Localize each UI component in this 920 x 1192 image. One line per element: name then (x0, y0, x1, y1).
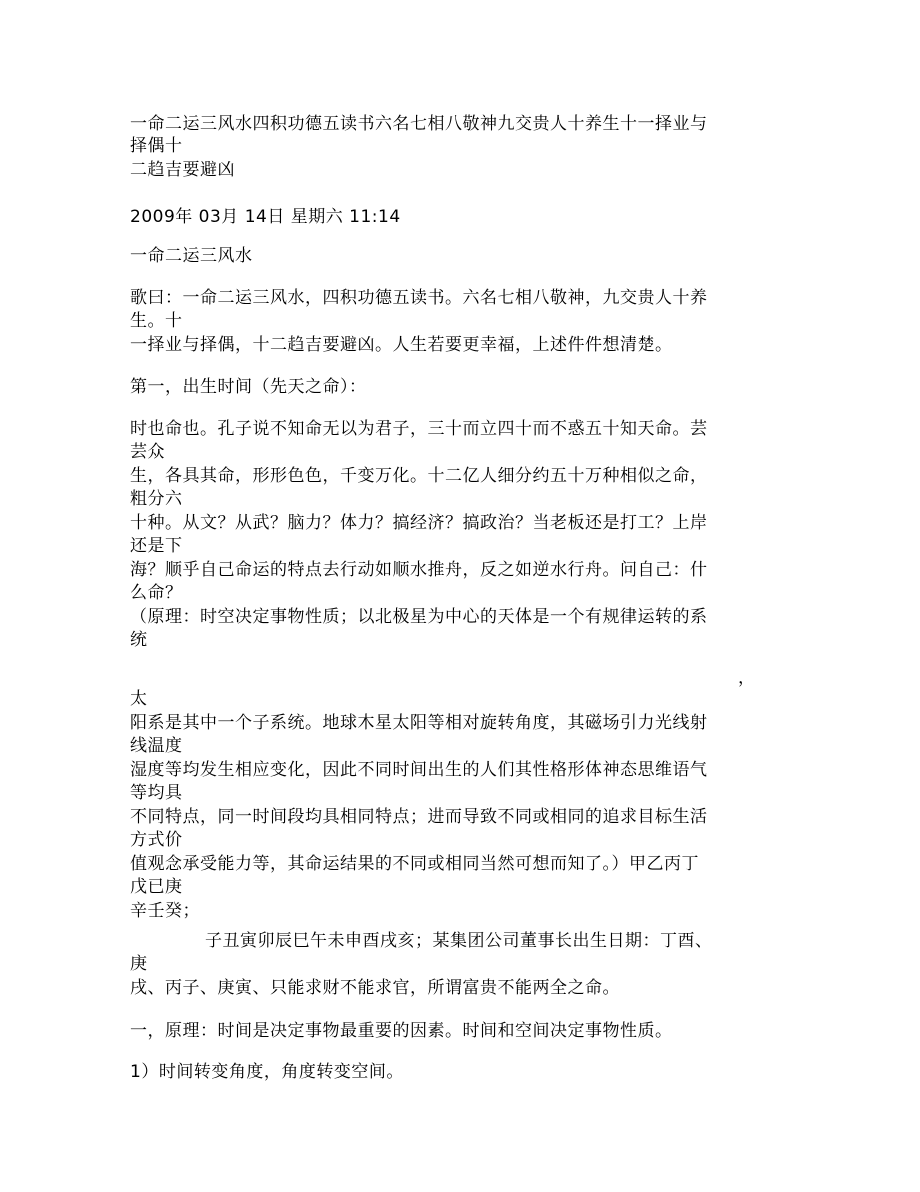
body-line-24: 戌、丙子、庚寅、只能求财不能求官，所谓富贵不能两全之命。 (130, 978, 620, 998)
song-line-3: 一择业与择偶，十二趋吉要避凶。人生若要更幸福，上述件件想清楚。 (130, 335, 673, 355)
body-line-13: 阳系是其中一个子系统。地球木星太阳等相对旋转角度，其磁场引力光线射 (130, 713, 708, 733)
body-line-18: 方式价 (130, 830, 183, 850)
body-line-22: 子丑寅卯辰巳午未申酉戌亥；某集团公司董事长出生日期：丁酉、 (205, 931, 713, 951)
body-line-14: 线温度 (130, 736, 183, 756)
body-line-5: 十种。从文？从武？脑力？体力？搞经济？搞政治？当老板还是打工？上岸 (130, 513, 708, 533)
point-line: 1）时间转变角度，角度转变空间。 (130, 1062, 404, 1082)
body-line-3: 生，各具其命，形形色色，千变万化。十二亿人细分约五十万种相似之命， (130, 466, 708, 486)
body-line-15: 湿度等均发生相应变化，因此不同时间出生的人们其性格形体神态思维语气 (130, 760, 708, 780)
body-line-11: ， (738, 668, 756, 688)
body-line-19: 值观念承受能力等，其命运结果的不同或相同当然可想而知了。）甲乙丙丁 (130, 854, 699, 874)
principle-line: 一，原理：时间是决定事物最重要的因素。时间和空间决定事物性质。 (130, 1021, 673, 1041)
song-line-1: 歌曰：一命二运三风水，四积功德五读书。六名七相八敬神，九交贵人十养 (130, 288, 708, 308)
body-line-4: 粗分六 (130, 489, 183, 509)
body-line-20: 戊已庚 (130, 877, 183, 897)
doc-title-line-3: 二趋吉要避凶 (130, 160, 235, 180)
body-line-12: 太 (130, 689, 148, 709)
doc-datetime: 2009年 03月 14日 星期六 11:14 (130, 207, 401, 227)
first-heading: 第一，出生时间（先天之命）： (130, 377, 367, 397)
body-line-23: 庚 (130, 954, 148, 974)
body-line-9: （原理：时空决定事物性质；以北极星为中心的天体是一个有规律运转的系 (130, 607, 708, 627)
body-line-21: 辛壬癸； (130, 901, 200, 921)
song-line-2: 生。十 (130, 311, 183, 331)
body-line-16: 等均具 (130, 783, 183, 803)
body-line-8: 么命？ (130, 583, 183, 603)
body-line-10: 统 (130, 630, 148, 650)
body-line-2: 芸众 (130, 442, 165, 462)
body-line-7: 海？顺乎自己命运的特点去行动如顺水推舟，反之如逆水行舟。问自己：什 (130, 560, 708, 580)
doc-title-line-1: 一命二运三风水四积功德五读书六名七相八敬神九交贵人十养生十一择业与 (130, 114, 708, 134)
body-line-17: 不同特点，同一时间段均具相同特点；进而导致不同或相同的追求目标生活 (130, 807, 708, 827)
doc-title-line-2: 择偶十 (130, 136, 183, 156)
body-line-1: 时也命也。孔子说不知命无以为君子，三十而立四十而不惑五十知天命。芸 (130, 419, 708, 439)
section-heading: 一命二运三风水 (130, 246, 253, 266)
body-line-6: 还是下 (130, 536, 183, 556)
